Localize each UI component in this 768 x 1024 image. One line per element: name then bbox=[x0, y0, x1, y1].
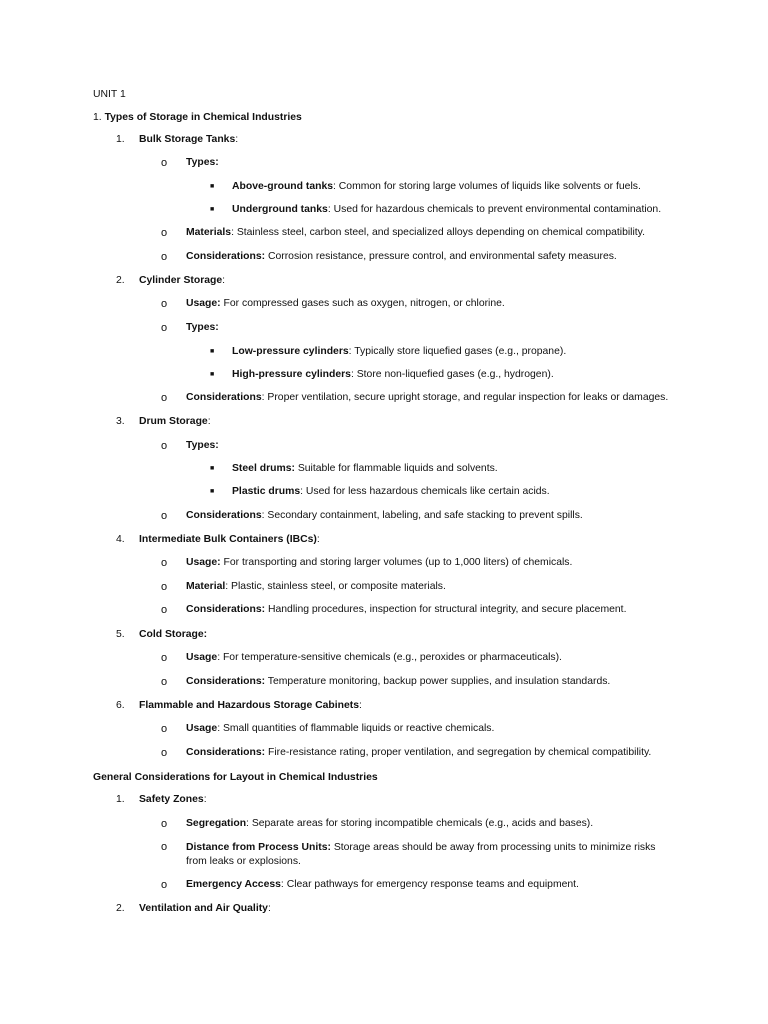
list-number: 3. bbox=[116, 416, 125, 427]
circle-bullet-icon: o bbox=[161, 723, 168, 735]
list-number: 1. bbox=[116, 794, 125, 805]
circle-bullet-icon: o bbox=[161, 298, 168, 310]
square-bullet-icon: ■ bbox=[210, 183, 215, 190]
list-item: o Considerations: Secondary containment, labeling, and safe stacking to prevent spills. bbox=[161, 510, 583, 522]
list-item: ■ Plastic drums: Used for less hazardous chemicals like certain acids. bbox=[210, 486, 550, 497]
section-title: 1. Types of Storage in Chemical Industries bbox=[93, 112, 302, 123]
list-item-cylinder-storage: 2. Cylinder Storage: bbox=[116, 275, 226, 286]
square-bullet-icon: ■ bbox=[210, 371, 215, 378]
list-item: o Segregation: Separate areas for storing incompatible chemicals (e.g., acids and bases). bbox=[161, 818, 594, 830]
square-bullet-icon: ■ bbox=[210, 348, 215, 355]
list-item: o Usage: For transporting and storing larger volumes (up to 1,000 liters) of chemicals. bbox=[161, 557, 573, 569]
circle-bullet-icon: o bbox=[161, 510, 168, 522]
list-item: o Considerations: Corrosion resistance, pressure control, and environmental safety measures. bbox=[161, 251, 617, 263]
list-item-bulk-storage: 1. Bulk Storage Tanks: bbox=[116, 134, 239, 145]
list-item: o Considerations: Temperature monitoring, backup power supplies, and insulation standards. bbox=[161, 676, 611, 688]
circle-bullet-icon: o bbox=[161, 392, 168, 404]
square-bullet-icon: ■ bbox=[210, 206, 215, 213]
circle-bullet-icon: o bbox=[161, 676, 168, 688]
list-item: o Considerations: Fire-resistance rating, proper ventilation, and segregation by chemical compatibility. bbox=[161, 747, 652, 759]
list-number: 4. bbox=[116, 534, 125, 545]
list-item-ventilation: 2. Ventilation and Air Quality: bbox=[116, 903, 271, 914]
list-number: 2. bbox=[116, 275, 125, 286]
circle-bullet-icon: o bbox=[161, 251, 168, 263]
circle-bullet-icon: o bbox=[161, 604, 168, 616]
list-number: 5. bbox=[116, 629, 125, 640]
list-item: ■ Underground tanks: Used for hazardous chemicals to prevent environmental contamination. bbox=[210, 204, 662, 215]
list-item: o Considerations: Handling procedures, inspection for structural integrity, and secure placement. bbox=[161, 604, 627, 616]
circle-bullet-icon: o bbox=[161, 322, 168, 334]
circle-bullet-icon: o bbox=[161, 557, 168, 569]
list-item: o Usage: For compressed gases such as oxygen, nitrogen, or chlorine. bbox=[161, 298, 505, 310]
circle-bullet-icon: o bbox=[161, 227, 168, 239]
list-item: o Considerations: Proper ventilation, secure upright storage, and regular inspection for leaks or damages. bbox=[161, 392, 669, 404]
general-heading: General Considerations for Layout in Chemical Industries bbox=[93, 772, 378, 783]
list-item: o Usage: For temperature-sensitive chemicals (e.g., peroxides or pharmaceuticals). bbox=[161, 652, 562, 664]
list-item: ■ Steel drums: Suitable for flammable liquids and solvents. bbox=[210, 463, 498, 474]
circle-bullet-icon: o bbox=[161, 818, 168, 830]
list-item-cabinets: 6. Flammable and Hazardous Storage Cabinets: bbox=[116, 700, 362, 711]
unit-heading: UNIT 1 bbox=[93, 89, 126, 100]
list-number: 6. bbox=[116, 700, 125, 711]
list-number: 2. bbox=[116, 903, 125, 914]
list-item: ■ High-pressure cylinders: Store non-liquefied gases (e.g., hydrogen). bbox=[210, 369, 554, 380]
list-item: ■ Low-pressure cylinders: Typically store liquefied gases (e.g., propane). bbox=[210, 346, 567, 357]
list-item: o Types: bbox=[161, 157, 219, 169]
list-item: ■ Above-ground tanks: Common for storing large volumes of liquids like solvents or fuels. bbox=[210, 181, 641, 192]
list-item-ibc: 4. Intermediate Bulk Containers (IBCs): bbox=[116, 534, 320, 545]
circle-bullet-icon: o bbox=[161, 157, 168, 169]
list-item-drum-storage: 3. Drum Storage: bbox=[116, 416, 211, 427]
list-item: o Distance from Process Units: Storage areas should be away from processing units to minimize risks from leaks or explosions. bbox=[161, 841, 656, 867]
circle-bullet-icon: o bbox=[161, 747, 168, 759]
list-item: o Usage: Small quantities of flammable liquids or reactive chemicals. bbox=[161, 723, 495, 735]
list-item-cold-storage: 5. Cold Storage: bbox=[116, 629, 208, 640]
circle-bullet-icon: o bbox=[161, 440, 168, 452]
circle-bullet-icon: o bbox=[161, 841, 168, 853]
list-item: o Emergency Access: Clear pathways for emergency response teams and equipment. bbox=[161, 879, 579, 891]
list-item: o Types: bbox=[161, 440, 219, 452]
list-item-safety-zones: 1. Safety Zones: bbox=[116, 794, 207, 805]
circle-bullet-icon: o bbox=[161, 879, 168, 891]
list-item: o Materials: Stainless steel, carbon steel, and specialized alloys depending on chemical compatibility. bbox=[161, 227, 645, 239]
square-bullet-icon: ■ bbox=[210, 465, 215, 472]
list-item: o Types: bbox=[161, 322, 219, 334]
circle-bullet-icon: o bbox=[161, 652, 168, 664]
list-item: o Material: Plastic, stainless steel, or composite materials. bbox=[161, 581, 446, 593]
circle-bullet-icon: o bbox=[161, 581, 168, 593]
list-number: 1. bbox=[116, 134, 125, 145]
square-bullet-icon: ■ bbox=[210, 488, 215, 495]
